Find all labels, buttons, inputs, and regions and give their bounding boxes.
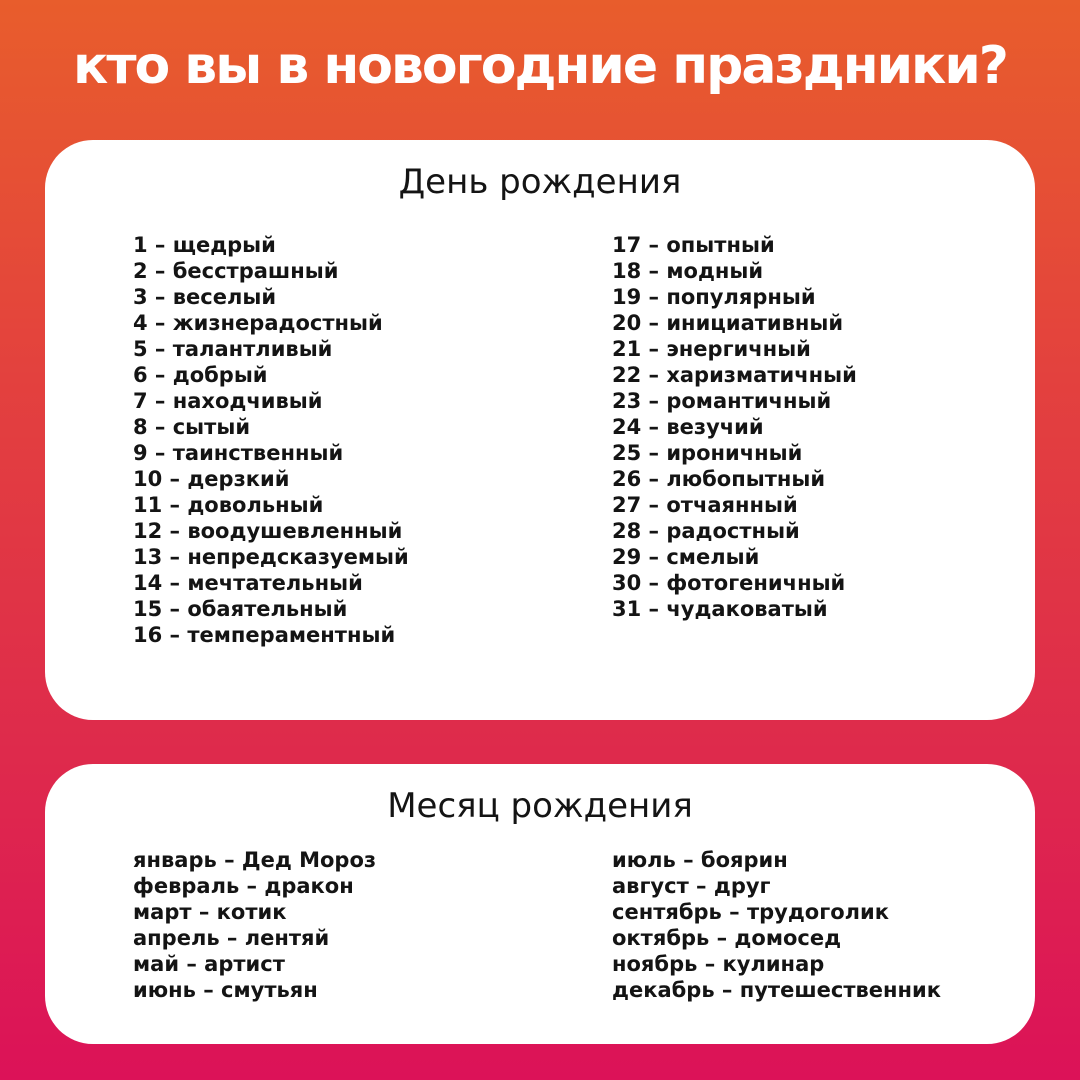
day-item: 31 – чудаковатый [612,597,828,621]
day-item: 30 – фотогеничный [612,571,846,595]
day-item: 26 – любопытный [612,467,826,491]
month-item: май – артист [133,952,285,976]
day-item: 12 – воодушевленный [133,519,403,543]
day-item: 14 – мечтательный [133,571,363,595]
day-item: 25 – ироничный [612,441,803,465]
day-list-right [612,232,857,622]
month-item: апрель – лентяй [133,926,330,950]
day-list-left [133,232,409,648]
day-item: 8 – сытый [133,415,251,439]
day-item: 3 – веселый [133,285,277,309]
month-item: декабрь – путешественник [612,978,942,1002]
month-card [45,764,1035,1044]
day-item: 20 – инициативный [612,311,844,335]
month-card-title: Месяц рождения [387,786,693,826]
day-item: 23 – романтичный [612,389,832,413]
day-item: 10 – дерзкий [133,467,290,491]
day-item: 5 – талантливый [133,337,333,361]
day-item: 15 – обаятельный [133,597,348,621]
day-item: 24 – везучий [612,415,764,439]
day-item: 21 – энергичный [612,337,811,361]
month-item: январь – Дед Мороз [133,848,377,872]
day-item: 27 – отчаянный [612,493,798,517]
day-card-title: День рождения [398,162,682,202]
month-list-right [612,847,941,1003]
day-item: 9 – таинственный [133,441,344,465]
month-item: август – друг [612,874,771,898]
day-card [45,140,1035,720]
month-item: сентябрь – трудоголик [612,900,889,924]
day-item: 11 – довольный [133,493,324,517]
day-item: 16 – темпераментный [133,623,396,647]
day-item: 17 – опытный [612,233,775,257]
month-item: ноябрь – кулинар [612,952,825,976]
day-item: 2 – бесстрашный [133,259,339,283]
day-item: 22 – харизматичный [612,363,857,387]
day-item: 1 – щедрый [133,233,276,257]
day-item: 4 – жизнерадостный [133,311,383,335]
day-item: 29 – смелый [612,545,760,569]
day-item: 28 – радостный [612,519,800,543]
month-item: июль – боярин [612,848,788,872]
month-item: март – котик [133,900,287,924]
day-item: 19 – популярный [612,285,816,309]
month-item: февраль – дракон [133,874,354,898]
month-item: июнь – смутьян [133,978,318,1002]
month-list-left [133,847,376,1003]
day-item: 18 – модный [612,259,764,283]
month-item: октябрь – домосед [612,926,842,950]
headline: кто вы в новогодние праздники? [73,36,1007,96]
day-item: 13 – непредсказуемый [133,545,409,569]
day-item: 7 – находчивый [133,389,323,413]
day-item: 6 – добрый [133,363,268,387]
